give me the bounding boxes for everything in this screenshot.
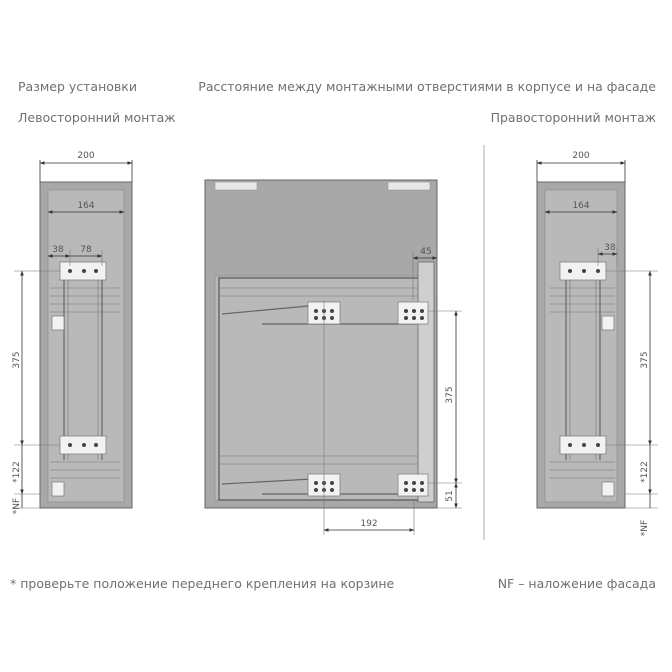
caption-install-size: Размер установки — [18, 79, 137, 94]
dim-192-center: 192 — [360, 519, 378, 529]
note-check-front: * проверьте положение переднего крепления на корзине — [10, 576, 395, 591]
dim-38-right: 38 — [604, 243, 616, 253]
caption-left-mount: Левосторонний монтаж — [18, 110, 176, 125]
dim-45-center: 45 — [420, 247, 432, 257]
left-cabinet — [40, 182, 132, 508]
center-bracket-upper-2 — [398, 302, 428, 324]
caption-hole-distance: Расстояние между монтажными отверстиями в корпусе и на фасаде — [198, 79, 656, 94]
dim-375-left: 375 — [12, 351, 22, 369]
dim-width-outer-right: 200 — [572, 151, 590, 161]
dim-width-inner-left: 164 — [77, 201, 95, 211]
caption-right-mount: Правосторонний монтаж — [490, 110, 656, 125]
note-nf: NF – наложение фасада — [497, 576, 656, 591]
center-cabinet — [205, 180, 437, 508]
dim-375-center: 375 — [445, 386, 455, 404]
center-bracket-lower-2 — [398, 474, 428, 496]
dim-nf-left: *NF — [12, 497, 22, 515]
dim-78-left: 78 — [80, 245, 92, 255]
dim-nf-right: *NF — [640, 519, 650, 537]
right-cabinet — [537, 182, 625, 508]
dim-122-right: *122 — [640, 461, 650, 483]
dim-width-inner-right: 164 — [572, 201, 590, 211]
dim-375-right: 375 — [640, 351, 650, 369]
dim-width-outer-left: 200 — [77, 151, 95, 161]
dim-38-left: 38 — [52, 245, 64, 255]
dim-51-center: 51 — [445, 490, 455, 502]
dim-122-left: *122 — [12, 461, 22, 483]
